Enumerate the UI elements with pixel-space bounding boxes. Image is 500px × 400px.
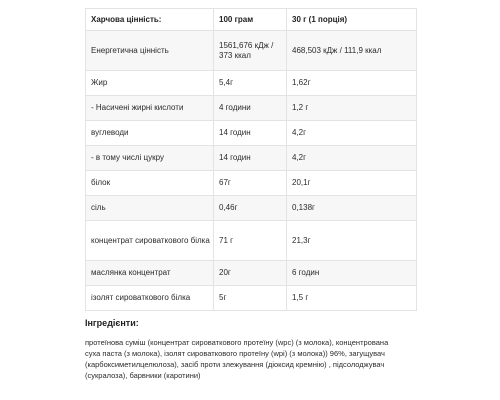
value-per-100g: 71 г [214, 221, 287, 261]
table-row [86, 261, 417, 286]
header-per-serving: 30 г (1 порція) [287, 9, 417, 31]
nutrition-table-body [86, 31, 417, 311]
value-per-100g: 5г [214, 286, 287, 311]
nutrient-name: ізолят сироваткового білка [86, 286, 214, 311]
nutrition-table [85, 8, 417, 311]
table-row [86, 171, 417, 196]
ingredients-text: протеїнова суміш (концентрат сироваткового протеїну (wpc) (з молока), концентрована суха паста (з молока), ізолят сироваткового протеїну (wpi) (з молока)) 96%, загущувач (карбоксиметилцелюлоза), засіб проти злежування (діоксид кремнію) , підсолоджувач (сукралоза), барвники (каротини) [85, 338, 389, 380]
nutrient-name: білок [86, 171, 214, 196]
value-per-serving: 468,503 кДж / 111,9 ккал [287, 31, 417, 71]
value-per-100g: 5,4г [214, 71, 287, 96]
table-row [86, 221, 417, 261]
nutrient-name: концентрат сироваткового білка [86, 221, 214, 261]
value-per-serving: 1,62г [287, 71, 417, 96]
nutrient-name: - в тому числі цукру [86, 146, 214, 171]
value-per-100g: 14 годин [214, 146, 287, 171]
value-per-100g: 4 години [214, 96, 287, 121]
header-nutrition: Харчова цінність: [86, 9, 214, 31]
nutrient-name: вуглеводи [86, 121, 214, 146]
value-per-serving: 1,2 г [287, 96, 417, 121]
nutrient-name: Енергетична цінність [86, 31, 214, 71]
nutrient-name: - Насичені жирні кислоти [86, 96, 214, 121]
value-per-serving: 4,2г [287, 121, 417, 146]
value-per-100g: 67г [214, 171, 287, 196]
value-per-serving: 1,5 г [287, 286, 417, 311]
header-per-100g: 100 грам [214, 9, 287, 31]
value-per-100g: 1561,676 кДж / 373 ккал [214, 31, 287, 71]
value-per-serving: 21,3г [287, 221, 417, 261]
value-per-100g: 14 годин [214, 121, 287, 146]
table-row [86, 96, 417, 121]
value-per-serving: 4,2г [287, 146, 417, 171]
table-row [86, 146, 417, 171]
table-row [86, 121, 417, 146]
table-header-row [86, 9, 417, 31]
value-per-serving: 6 годин [287, 261, 417, 286]
nutrient-name: сіль [86, 196, 214, 221]
nutrient-name: маслянка концентрат [86, 261, 214, 286]
table-row [86, 71, 417, 96]
ingredients-section [85, 318, 405, 381]
value-per-serving: 0,138г [287, 196, 417, 221]
value-per-100g: 20г [214, 261, 287, 286]
table-row [86, 286, 417, 311]
table-row [86, 31, 417, 71]
value-per-serving: 20,1г [287, 171, 417, 196]
table-row [86, 196, 417, 221]
nutrient-name: Жир [86, 71, 214, 96]
ingredients-title: Інгредієнти: [85, 318, 139, 328]
value-per-100g: 0,46г [214, 196, 287, 221]
